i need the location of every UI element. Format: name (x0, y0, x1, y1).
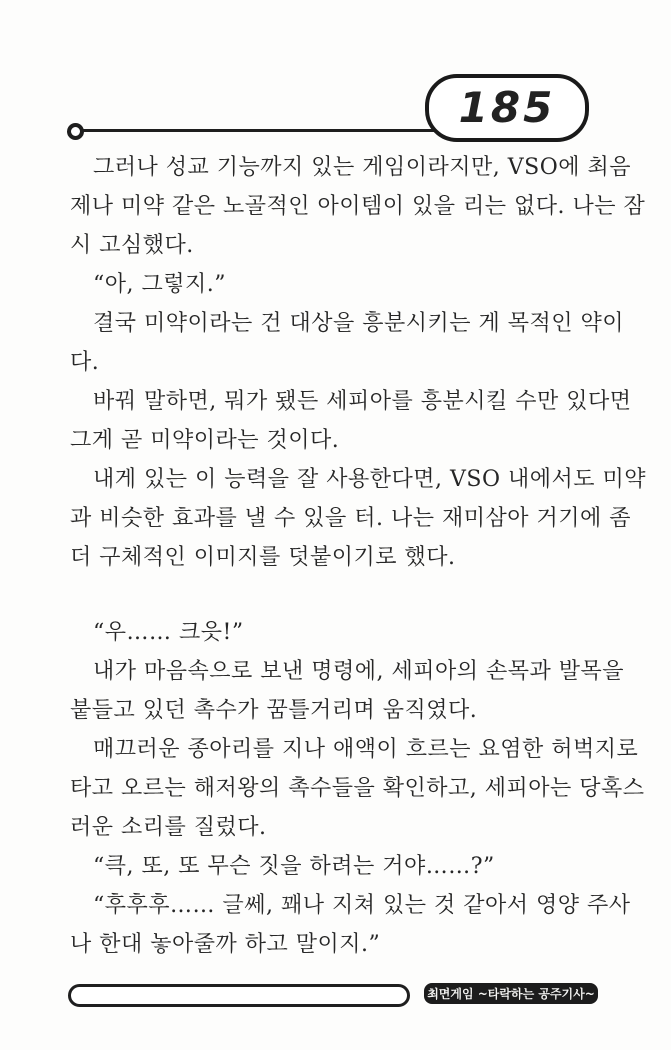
text-line: “우…… 크읏!” (93, 620, 244, 645)
footer-rule-pill (68, 984, 410, 1007)
page-number: 185 (458, 82, 556, 132)
page-number-badge (425, 74, 589, 142)
text-line: 러운 소리를 질렀다. (70, 815, 267, 840)
text-line: 결국 미약이라는 건 대상을 흥분시키는 게 목적인 약이 (93, 311, 624, 336)
text-line: 과 비슷한 효과를 낼 수 있을 터. 나는 재미삼아 거기에 좀 (70, 506, 631, 531)
text-line: 바꿔 말하면, 뭐가 됐든 세피아를 흥분시킬 수만 있다면 (93, 389, 632, 414)
text-line: 내가 마음속으로 보낸 명령에, 세피아의 손목과 발목을 (93, 659, 624, 684)
text-line: 내게 있는 이 능력을 잘 사용한다면, VSO 내에서도 미약 (93, 467, 646, 492)
text-line: “큭, 또, 또 무슨 짓을 하려는 거야……?” (93, 854, 495, 879)
text-line: 더 구체적인 이미지를 덧붙이기로 했다. (70, 545, 456, 570)
page-footer (0, 975, 671, 1035)
text-line: 매끄러운 종아리를 지나 애액이 흐르는 요염한 허벅지로 (93, 737, 639, 762)
text-line: 제나 미약 같은 노골적인 아이템이 있을 리는 없다. 나는 잠 (70, 194, 646, 219)
text-line: 나 한대 놓아줄까 하고 말이지.” (70, 932, 381, 957)
text-line: “후후후…… 글쎄, 꽤나 지쳐 있는 것 같아서 영양 주사 (93, 893, 631, 918)
book-title-badge (424, 983, 598, 1004)
text-line: 타고 오르는 해저왕의 촉수들을 확인하고, 세피아는 당혹스 (70, 776, 645, 801)
book-title: 최면게임 ~타락하는 공주기사~ (427, 987, 595, 1001)
page-header (0, 0, 671, 148)
header-rule (81, 129, 441, 132)
text-line: 다. (70, 350, 100, 375)
text-line: 붙들고 있던 촉수가 꿈틀거리며 움직였다. (70, 698, 478, 723)
scene-break-spacer (0, 577, 671, 613)
text-line: 그게 곧 미약이라는 것이다. (70, 428, 340, 453)
text-line: 그러나 성교 기능까지 있는 게임이라지만, VSO에 최음 (93, 155, 631, 180)
body-text (0, 148, 671, 964)
text-line: 시 고심했다. (70, 233, 194, 258)
text-line: “아, 그렇지.” (93, 272, 226, 297)
